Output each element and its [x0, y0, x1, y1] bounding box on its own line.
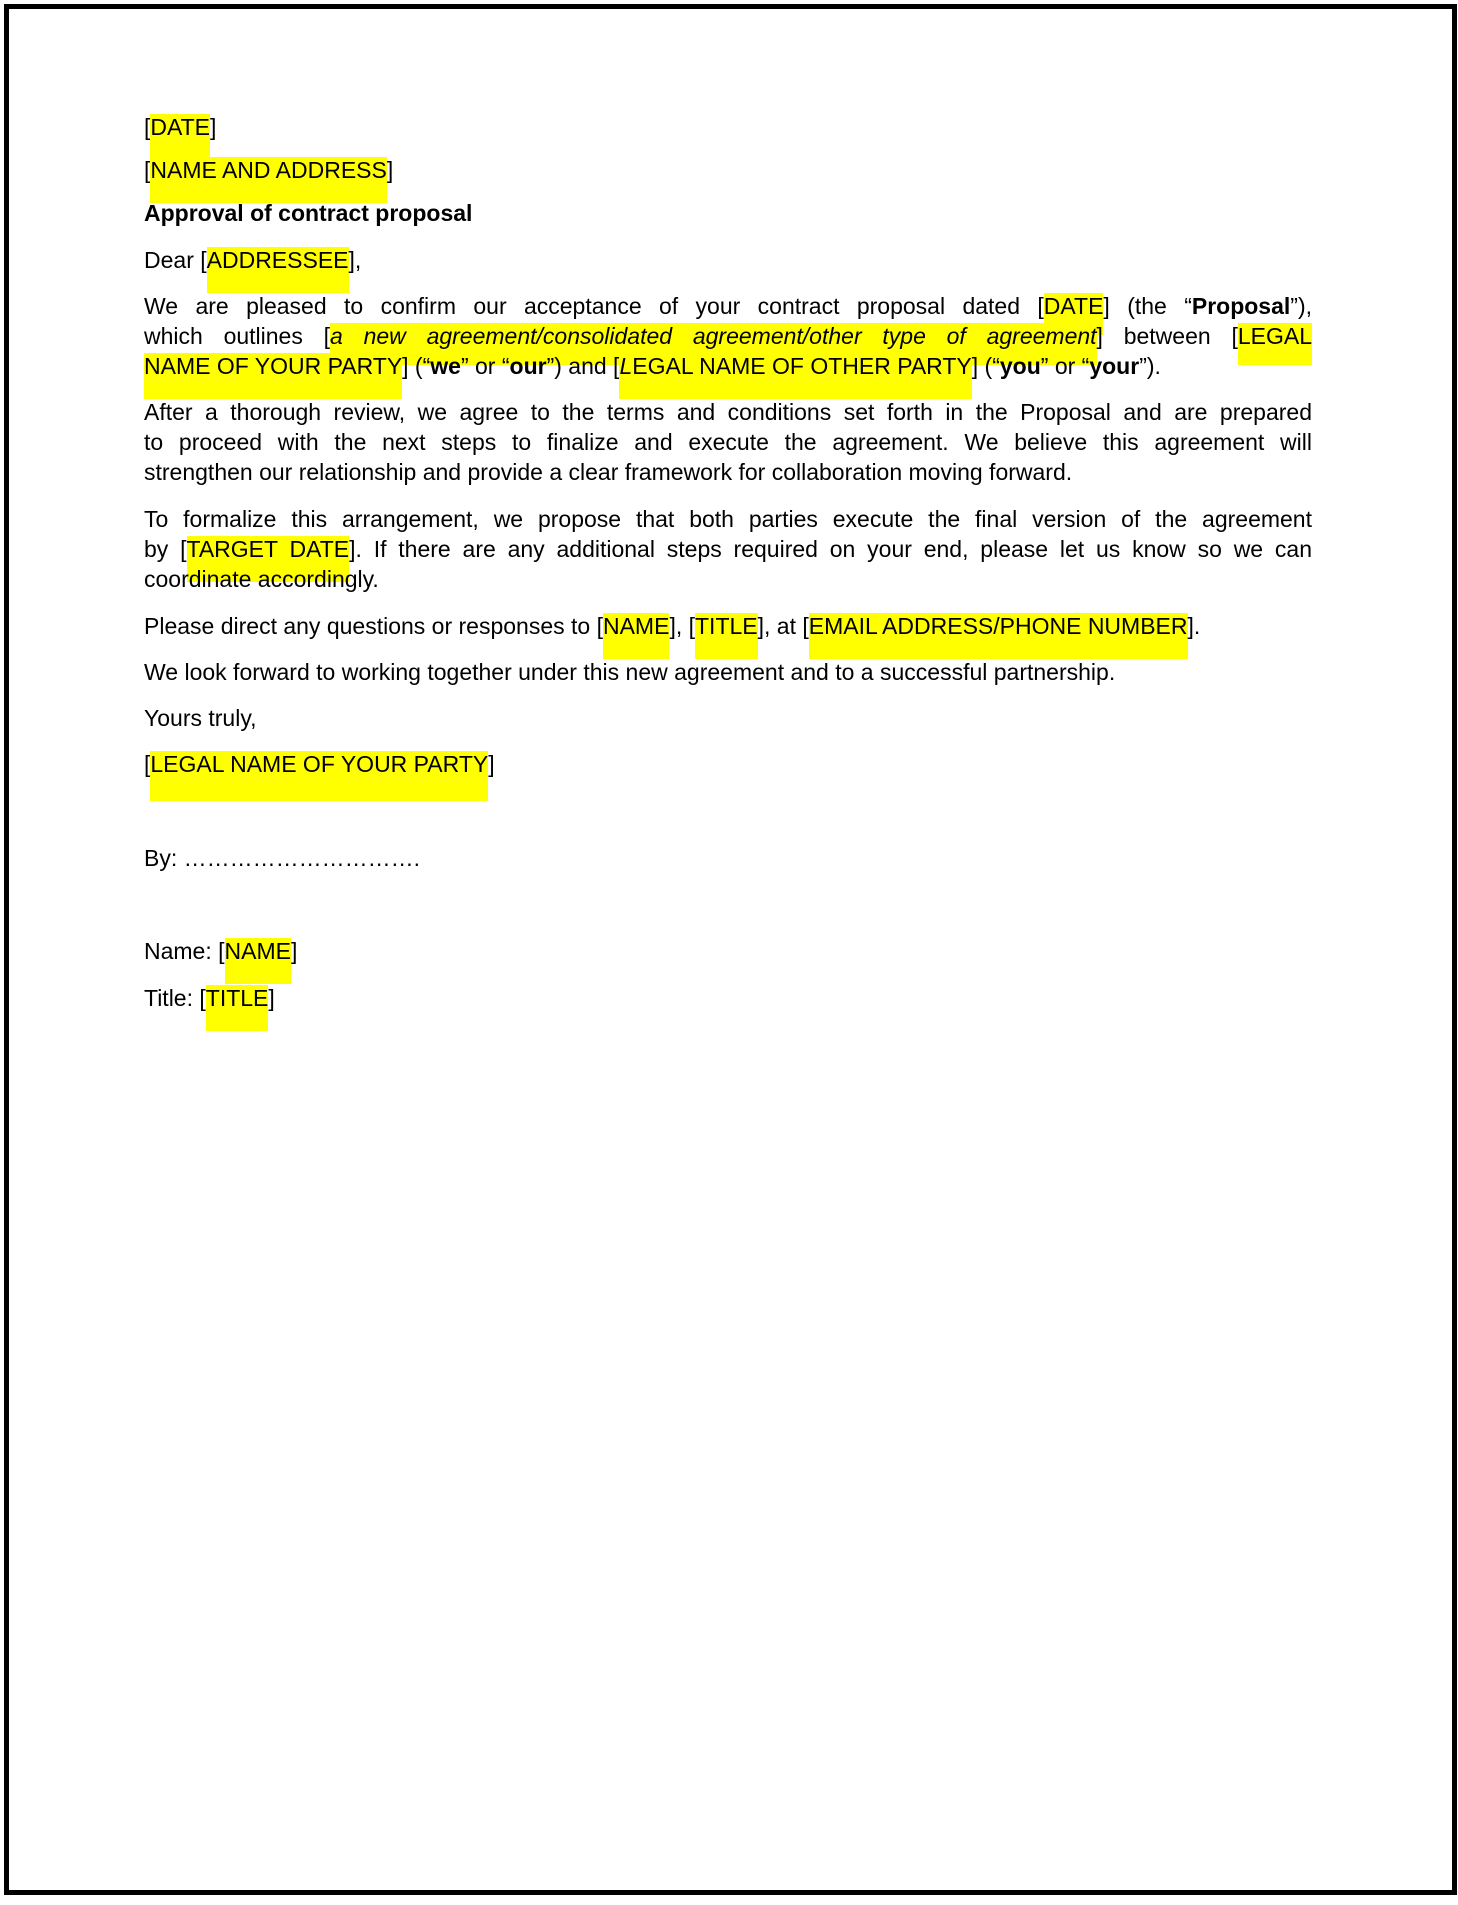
addressee-placeholder[interactable]: ADDRESSEE: [207, 247, 349, 293]
date-placeholder[interactable]: DATE: [150, 114, 210, 160]
title-label: Title: [: [144, 985, 206, 1011]
para1-line3: [144, 351, 1312, 381]
bracket: ]: [386, 157, 394, 183]
signature-by-line[interactable]: By: ………………………….: [144, 845, 421, 871]
recipient-placeholder[interactable]: NAME AND ADDRESS: [150, 157, 386, 203]
text: ”),: [1290, 293, 1312, 319]
text: ” or “: [460, 353, 510, 379]
text: by [: [144, 536, 187, 562]
text: L: [619, 353, 633, 379]
bracket: ]: [488, 751, 495, 777]
text: ] (the “: [1103, 293, 1192, 319]
proposal-date-placeholder[interactable]: DATE: [1044, 293, 1104, 335]
text: ], [: [669, 613, 695, 639]
date-line: [144, 112, 216, 142]
text: ] (“: [402, 353, 431, 379]
para1-line2: [144, 321, 1312, 351]
bracket: ]: [210, 114, 217, 140]
para3-line2: [144, 534, 1312, 564]
bracket: [: [144, 751, 151, 777]
name-label: Name: [: [144, 938, 225, 964]
term-our: our: [509, 353, 547, 379]
para3-line3: coordinate accordingly.: [144, 566, 379, 592]
bracket: ]: [290, 938, 298, 964]
signatory-name-placeholder[interactable]: NAME: [225, 938, 291, 984]
signatory-title-placeholder[interactable]: TITLE: [206, 985, 269, 1031]
text: Please direct any questions or responses to [: [144, 613, 603, 639]
bracket: [: [144, 157, 151, 183]
contact-name-placeholder[interactable]: NAME: [603, 613, 669, 659]
text: EGAL NAME OF OTHER PARTY: [632, 353, 972, 379]
recipient-line: [144, 155, 393, 185]
contact-details-placeholder[interactable]: EMAIL ADDRESS/PHONE NUMBER: [809, 613, 1188, 659]
para4-contact-line: [144, 611, 1200, 641]
para2-line1: After a thorough review, we agree to the terms and conditions set forth in the Proposal and are prepared: [144, 399, 1312, 425]
para1-line1: [144, 291, 1312, 321]
term-we: we: [430, 353, 461, 379]
text: ].: [1187, 613, 1201, 639]
text: ”).: [1139, 353, 1161, 379]
signatory-party-placeholder[interactable]: LEGAL NAME OF YOUR PARTY: [150, 751, 488, 801]
bracket: ]: [268, 985, 275, 1011]
salutation-suffix: ],: [348, 247, 362, 273]
para2-line3: strengthen our relationship and provide a clear framework for collaboration moving forward.: [144, 459, 1073, 485]
para5: We look forward to working together under this new agreement and to a successful partnership.: [144, 659, 1116, 685]
signatory-party-line: [144, 749, 495, 779]
salutation: [144, 245, 361, 275]
signatory-name-line: [144, 936, 297, 966]
proposal-term: Proposal: [1191, 293, 1291, 319]
text: ” or “: [1040, 353, 1090, 379]
salutation-prefix: Dear [: [144, 247, 207, 273]
target-date-placeholder[interactable]: TARGET DATE: [187, 536, 350, 582]
term-you: you: [999, 353, 1041, 379]
your-party-placeholder-part2[interactable]: NAME OF YOUR PARTY: [144, 353, 402, 399]
your-party-placeholder-part1[interactable]: LEGAL: [1238, 323, 1312, 365]
text: ]. If there are any additional steps required on your end, please let us know so we can: [349, 536, 1312, 562]
text: which outlines [: [144, 323, 331, 349]
contact-title-placeholder[interactable]: TITLE: [695, 613, 758, 659]
para2-line2: to proceed with the next steps to finalize and execute the agreement. We believe this agreement will: [144, 429, 1312, 455]
agreement-type-placeholder[interactable]: a new agreement/consolidated agreement/other type of agreement: [330, 323, 1097, 365]
signatory-title-line: [144, 983, 275, 1013]
closing: Yours truly,: [144, 705, 257, 731]
term-your: your: [1089, 353, 1140, 379]
text: ] (“: [971, 353, 1000, 379]
other-party-placeholder[interactable]: [619, 353, 971, 399]
text: We are pleased to confirm our acceptance of your contract proposal dated [: [144, 293, 1044, 319]
text: ] between [: [1096, 323, 1238, 349]
subject-heading: Approval of contract proposal: [144, 200, 473, 226]
bracket: [: [144, 114, 151, 140]
para3-line1: To formalize this arrangement, we propose that both parties execute the final version of the agreement: [144, 506, 1312, 532]
text: ], at [: [757, 613, 809, 639]
text: ”) and [: [546, 353, 620, 379]
